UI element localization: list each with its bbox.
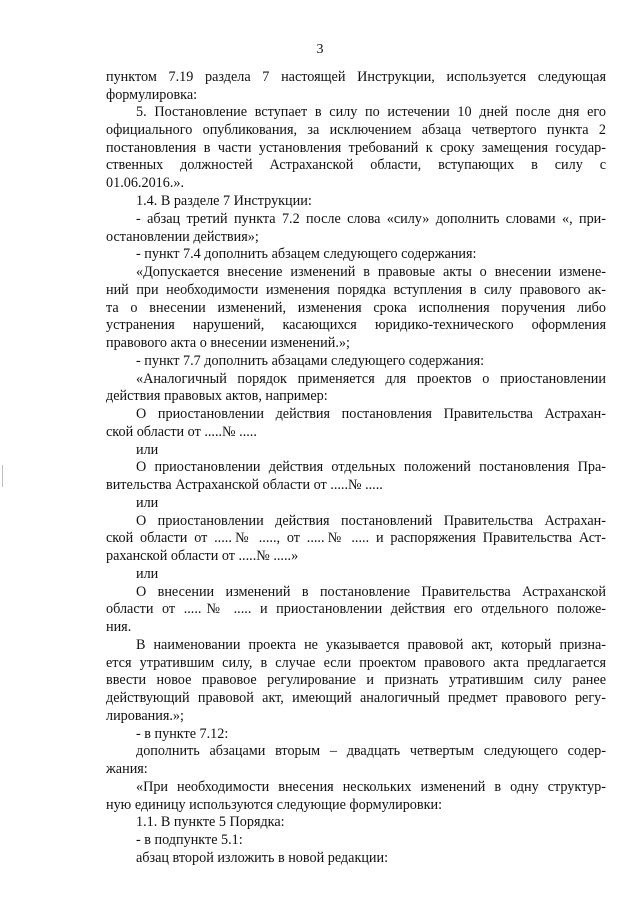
text-line: области от .....№ ..... и приостановлении действия его отдельного положе-: [106, 601, 606, 617]
text-line: или: [136, 566, 159, 582]
page-number: 3: [316, 42, 324, 57]
text-line: ную единицу используются следующие формулировки:: [106, 797, 443, 813]
text-line: та о внесении изменений, изменения срока исполнения поручения либо: [106, 300, 606, 316]
text-line: остановлении действия»;: [106, 229, 259, 245]
text-line: - пункт 7.4 дополнить абзацем следующего содержания:: [136, 246, 477, 262]
text-line: формулировка:: [106, 87, 198, 103]
text-line: дополнить абзацами вторым – двадцать четвертым следующего содер-: [136, 743, 606, 759]
text-line: постановления в части установления требований к сроку замещения государ-: [106, 140, 606, 156]
text-line: - абзац третий пункта 7.2 после слова «силу» дополнить словами «, при-: [136, 211, 606, 227]
text-line: «Аналогичный порядок применяется для проектов о приостановлении: [136, 371, 606, 387]
text-line: - в подпункте 5.1:: [136, 832, 243, 848]
text-line: вительства Астраханской области от .....№ .....: [106, 477, 383, 493]
text-line: О внесении изменений в постановление Правительства Астраханской: [136, 584, 606, 600]
text-line: правового акта о внесении изменений.»;: [106, 335, 350, 351]
scan-artifact: [2, 465, 3, 487]
text-line: ния.: [106, 619, 132, 635]
text-line: - в пункте 7.12:: [136, 726, 229, 742]
text-line: раханской области от .....№ .....»: [106, 548, 299, 564]
text-line: действия правовых актов, например:: [106, 388, 328, 404]
text-line: 5. Постановление вступает в силу по истечении 10 дней после дня его: [136, 104, 606, 120]
text-line: жания:: [106, 761, 148, 777]
text-line: О приостановлении действия постановления Правительства Астрахан-: [136, 406, 606, 422]
text-line: О приостановлении действия постановлений Правительства Астрахан-: [136, 513, 606, 529]
text-line: - пункт 7.7 дополнить абзацами следующего содержания:: [136, 353, 485, 369]
text-line: «При необходимости внесения нескольких изменений в одну структур-: [136, 779, 606, 795]
text-line: 01.06.2016.».: [106, 175, 185, 191]
text-line: «Допускается внесение изменений в правовые акты о внесении измене-: [136, 264, 606, 280]
text-line: или: [136, 495, 159, 511]
text-line: ется утратившим силу, в случае если проектом правового акта предлагается: [106, 655, 606, 671]
text-line: устранения нарушений, касающихся юридико-технического оформления: [106, 317, 606, 333]
text-line: 1.4. В разделе 7 Инструкции:: [136, 193, 312, 209]
text-line: пунктом 7.19 раздела 7 настоящей Инструкции, используется следующая: [106, 69, 606, 85]
text-line: или: [136, 442, 159, 458]
text-line: официального опубликования, за исключением абзаца четвертого пункта 2: [106, 122, 606, 138]
text-line: ввести новое правовое регулирование и признать утратившим силу ранее: [106, 672, 606, 688]
text-line: ской области от .....№ ....., от .....№ ..... и распоряжения Правительства Аст-: [106, 530, 606, 546]
text-line: лирования.»;: [106, 708, 184, 724]
text-line: абзац второй изложить в новой редакции:: [136, 850, 389, 866]
text-line: ственных должностей Астраханской области, вступающих в силу с: [106, 157, 606, 173]
text-line: 1.1. В пункте 5 Порядка:: [136, 814, 285, 830]
text-line: ний при необходимости изменения порядка вступления в силу правового ак-: [106, 282, 606, 298]
text-line: ской области от .....№ .....: [106, 424, 257, 440]
text-line: действующий правовой акт, имеющий аналогичный предмет правового регу-: [106, 690, 606, 706]
text-line: В наименовании проекта не указывается правовой акт, который призна-: [136, 637, 606, 653]
text-line: О приостановлении действия отдельных положений постановления Пра-: [136, 459, 606, 475]
